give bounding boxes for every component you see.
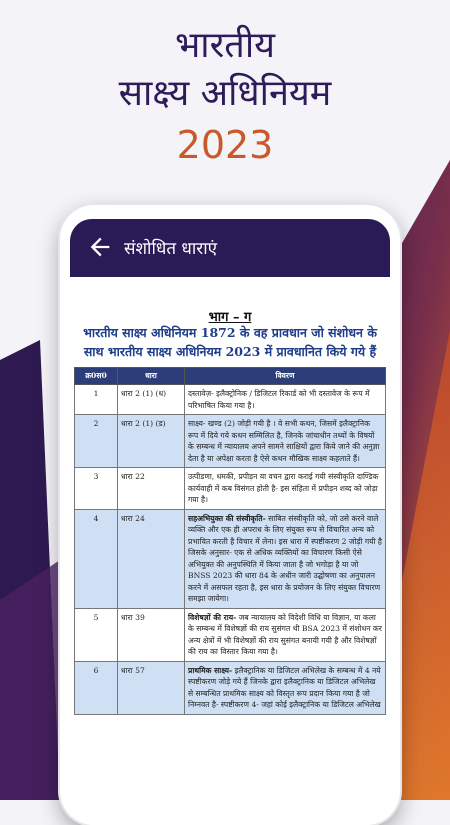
row-sn: 4 (75, 509, 118, 608)
table-row (75, 468, 386, 510)
screen-title: संशोधित धाराएं (124, 239, 218, 259)
table-row (75, 385, 386, 415)
row-text: साबित संस्वीकृति को, जो उसे करने वाले व्यक्ति और एक ही अपराध के लिए संयुक्त रूप से विचारित अन्य को प्रभावित करती है विचार में लेना। इस धारा में स्पष्टीकरण 2 जोड़ी गयी है जिसके अनुसार- एक से अधिक व्यक्तियों का विचारण किसी ऐसे अभियुक्त की अनुपस्थिति में किया जाता है जो भगोड़ा है या जो BNSS 2023 की धारा 84 के अधीन जारी उद्घोषणा का अनुपालन करने में असफल रहता है, इस धारा के प्रयोजन के लिए संयुक्त विचारण समझा जायेगा। (188, 513, 382, 603)
table-header-row (75, 368, 386, 385)
row-sn: 5 (75, 608, 118, 661)
hero-title (0, 22, 450, 170)
row-description (185, 509, 386, 608)
column-header-description: विवरण (185, 368, 386, 385)
row-lead: प्राथमिक साक्ष्य- (188, 665, 233, 675)
row-section: धारा 39 (118, 608, 185, 661)
column-header-sn: क्र0स0 (75, 368, 118, 385)
row-sn: 1 (75, 385, 118, 415)
part-label: भाग – ग (208, 310, 252, 325)
table-row (75, 661, 386, 714)
table-row (75, 608, 386, 661)
hero-year: 2023 (176, 123, 274, 167)
row-lead: विशेषज्ञों की राय- (188, 612, 237, 622)
table-row (75, 509, 386, 608)
row-text: इलैक्ट्रानिक या डिजिटल अभिलेख के सम्बन्ध में 4 नये स्पष्टीकरण जोड़े गये हैं जिनके द्वारा इलैक्ट्रानिक या डिजिटल अभिलेख से सम्बन्धित प्राथमिक साक्ष्य को विस्तृत रूप प्रदान किया गया है जो निम्नवत है- स्पष्टीकरण 4- जहां कोई इलैक्ट्रानिक या डिजिटल अभिलेख (188, 665, 381, 709)
row-section: धारा 57 (118, 661, 185, 714)
row-description (185, 661, 386, 714)
document-heading: भारतीय साक्ष्य अधिनियम 1872 के वह प्रावधान जो संशोधन के साथ भारतीय साक्ष्य अधिनियम 2023 में प्रावधानित किये गये हैं (83, 325, 377, 359)
table-row (75, 415, 386, 468)
column-header-section: धारा (118, 368, 185, 385)
row-description: साक्ष्य- खण्ड (2) जोड़ी गयी है । वे सभी कथन, जिसमें इलैक्ट्रानिक रूप में दिये गये कथन सम्मिलित है, जिनके जांचाधीन तथ्यों के विषयों के सम्बन्ध में न्यायालय अपने सामने साक्षियों द्वारा किये जाने की अनुज्ञा देता है या अपेक्षा करता है ऐसे कथन मौखिक साक्ष्य कहलाते हैं। (185, 415, 386, 468)
row-sn: 6 (75, 661, 118, 714)
hero-line-2: साक्ष्य अधिनियम (118, 73, 332, 114)
row-section: धारा 2 (1) (ड) (118, 415, 185, 468)
amendments-table (74, 367, 386, 715)
row-section: धारा 22 (118, 468, 185, 510)
row-sn: 3 (75, 468, 118, 510)
document-view[interactable] (70, 277, 390, 825)
row-description: दस्तावेज़- इलैक्ट्रोनिक / डिजिटल रिकार्ड को भी दस्तावेज के रूप में परिभाषित किया गया है। (185, 385, 386, 415)
row-section: धारा 2 (1) (ध) (118, 385, 185, 415)
row-section: धारा 24 (118, 509, 185, 608)
back-arrow-icon[interactable] (86, 233, 114, 261)
phone-mockup (60, 205, 400, 825)
row-description: उत्पीडणा, धमकी, प्रपीड़न या वचन द्वारा कराई गयी संस्वीकृति दाण्डिक कार्यवाही में कब विसंगत होती है- इस संहिता में प्रपीड़न शब्द को जोड़ा गया है। (185, 468, 386, 510)
row-sn: 2 (75, 415, 118, 468)
row-text: जब न्यायालय को विदेशी विधि या विज्ञान, या कला के सम्बन्ध में विशेषज्ञों की राय सुसंगत थी BSA 2023 में संशोधन कर अन्य क्षेत्रों में भी विशेषज्ञों की राय सुसंगत बनायी गयी है और विशेषज्ञों की राय का विस्तार किया गया है। (188, 612, 382, 656)
hero-line-1: भारतीय (174, 25, 276, 66)
row-description (185, 608, 386, 661)
row-lead: सहअभियुक्त की संस्वीकृति- (188, 513, 266, 523)
app-bar (70, 219, 390, 277)
